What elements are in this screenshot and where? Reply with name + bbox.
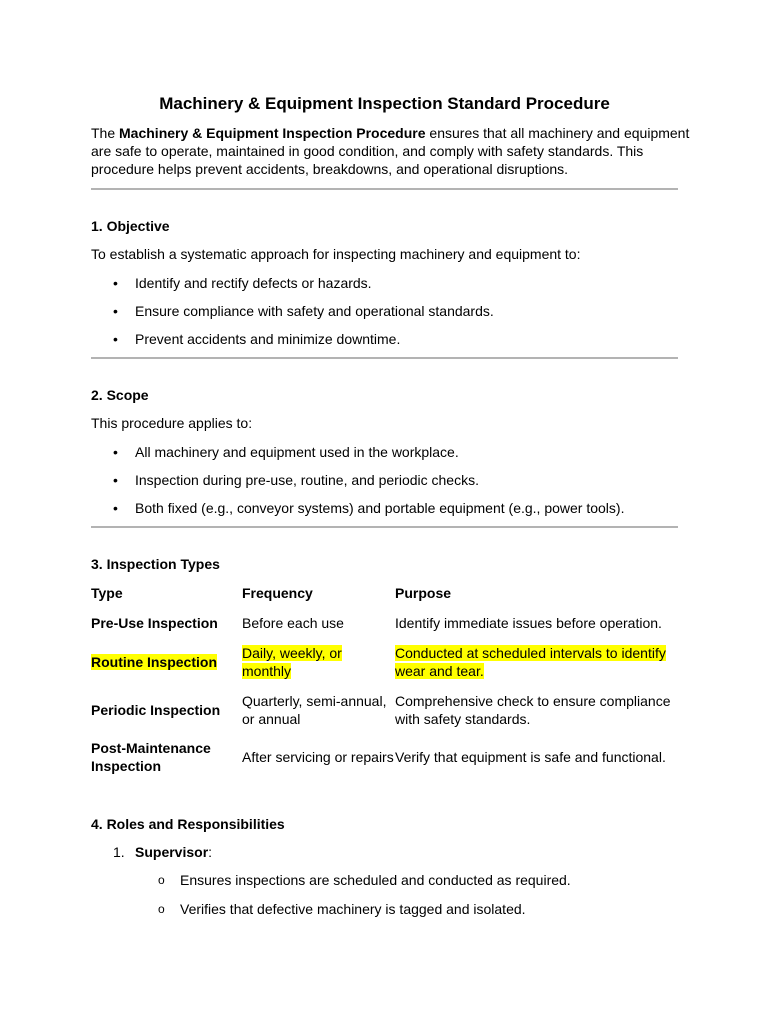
bullet-icon: • xyxy=(113,331,118,347)
objective-lead: To establish a systematic approach for inspecting machinery and equipment to: xyxy=(91,246,581,262)
intro-paragraph xyxy=(91,124,691,178)
inspection-types-heading: 3. Inspection Types xyxy=(91,556,220,572)
cell-type: Pre-Use Inspection xyxy=(91,615,218,631)
sub-bullet-icon: o xyxy=(158,902,165,916)
divider xyxy=(91,188,678,190)
sub-bullet-icon: o xyxy=(158,873,165,887)
role-title: Supervisor: xyxy=(135,844,213,860)
cell-type: Post-Maintenance Inspection xyxy=(91,740,211,774)
column-header-frequency: Frequency xyxy=(242,585,313,601)
divider xyxy=(91,357,678,359)
cell-frequency: After servicing or repairs xyxy=(242,749,394,765)
bullet-icon: • xyxy=(113,472,118,488)
document-title: Machinery & Equipment Inspection Standard Procedure xyxy=(159,94,610,113)
cell-frequency: Before each use xyxy=(242,615,344,631)
bullet-icon: • xyxy=(113,275,118,291)
cell-type: Routine Inspection xyxy=(91,654,217,670)
scope-lead: This procedure applies to: xyxy=(91,415,253,431)
cell-purpose: Comprehensive check to ensure compliance with safety standards. xyxy=(395,693,671,727)
objective-heading: 1. Objective xyxy=(91,218,170,234)
scope-heading: 2. Scope xyxy=(91,387,149,403)
intro-bold: Machinery & Equipment Inspection Procedure xyxy=(119,125,426,141)
roles-heading: 4. Roles and Responsibilities xyxy=(91,816,285,832)
cell-type: Periodic Inspection xyxy=(91,702,221,718)
intro-post: ensures that all machinery and equipment are safe to operate, maintained in good condition, and comply with safety standards. This procedure helps prevent accidents, breakdowns, and operational disruptions. xyxy=(91,125,690,177)
column-header-purpose: Purpose xyxy=(395,585,452,601)
list-number: 1. xyxy=(113,844,125,860)
intro-pre: The xyxy=(91,125,120,141)
divider xyxy=(91,526,678,528)
column-header-type: Type xyxy=(91,585,123,601)
bullet-icon: • xyxy=(113,444,118,460)
cell-purpose: Identify immediate issues before operation. xyxy=(395,615,662,631)
document-page: Machinery & Equipment Inspection Standard Procedure The Machinery & Equipment Inspection Procedure ensures that all machinery and equipment are safe to operate, maintained in good condition, and comply with safety standards. This procedure helps prevent accidents, breakdowns, and operational disruptions. 1. Objective To establish a systematic approach for inspecting machinery and equipment to: • Identify and rectify defects or hazards. • Ensure compliance with safety and operational standards. • Prevent accidents and minimize downtime. 2. Scope This procedure applies to: • All machinery and equipment used in the workplace. • Inspection during pre-use, routine, and periodic checks. • Both fixed (e.g., conveyor systems) and portable equipment (e.g., power tools). 3. Inspection Types Type Frequency Purpose Pre-Use Inspection Before each use Identify immediate issues before operation. Routine Inspection Daily, weekly, or monthly Conducted at scheduled intervals to identify wear and tear. Periodic Inspection Quarterly, semi-annual, or annual Comprehensive check to ensure compliance with safety standards. Post-Maintenance Inspection After servicing or repairs Verify that equipment is safe and functional. 4. Roles and Responsibilities 1. Supervisor: o Ensures inspections are scheduled and conducted as required. o Verifies that defective machinery is tagged and isolated. xyxy=(91,94,690,917)
cell-frequency: Quarterly, semi-annual, or annual xyxy=(242,693,387,727)
cell-frequency: Daily, weekly, or monthly xyxy=(242,645,342,679)
cell-purpose: Conducted at scheduled intervals to identify wear and tear. xyxy=(395,645,666,679)
cell-purpose: Verify that equipment is safe and functional. xyxy=(395,749,666,765)
bullet-icon: • xyxy=(113,500,118,516)
bullet-icon: • xyxy=(113,303,118,319)
